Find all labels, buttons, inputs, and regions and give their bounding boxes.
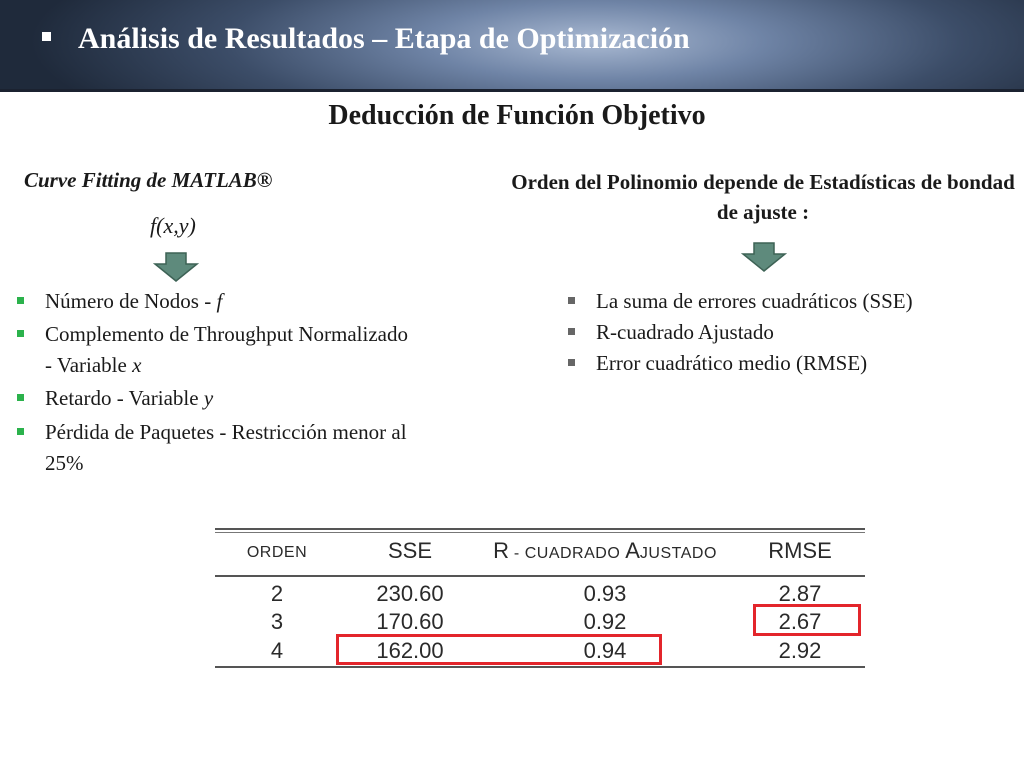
results-table [215, 528, 865, 668]
table-cell: 170.60 [376, 609, 444, 634]
table-rule [215, 528, 865, 530]
list-item: Pérdida de Paquetes - Restricción menor al 25% [17, 417, 417, 479]
bullet-square-icon [568, 328, 575, 335]
table-cell: 162.00 [376, 638, 444, 663]
table-rule [215, 532, 865, 533]
list-item: La suma de errores cuadráticos (SSE) [568, 286, 1008, 317]
list-item: Complemento de Throughput Normalizado - Variable x [17, 319, 417, 381]
table-cell: 0.92 [583, 609, 627, 634]
right-heading: Orden del Polinomio depende de Estadísticas de bondad de ajuste : [511, 170, 1015, 224]
left-bullet-list [17, 286, 417, 481]
table-cell: 4 [270, 638, 284, 663]
bullet-square-icon [17, 330, 24, 337]
table-rule [215, 575, 865, 577]
header-band [0, 0, 1024, 92]
table-cell: 2.92 [778, 638, 822, 663]
header-rmse: RMSE [768, 538, 832, 563]
slide-title: Análisis de Resultados – Etapa de Optimización [78, 22, 690, 55]
header-sse: SSE [387, 538, 433, 563]
table-cell: 0.94 [583, 638, 627, 663]
header-r-cuadrado: R - CUADRADO AJUSTADO [493, 538, 717, 563]
left-heading: Curve Fitting de MATLAB® [24, 168, 273, 192]
list-item: Número de Nodos - f [17, 286, 417, 317]
highlight-box-rmse [753, 604, 861, 636]
table-cell: 0.93 [583, 581, 627, 606]
list-item: Error cuadrático medio (RMSE) [568, 348, 1008, 379]
bullet-square-icon [17, 428, 24, 435]
bullet-square-icon [568, 359, 575, 366]
highlight-box-order4 [336, 634, 662, 665]
table-cell: 2 [270, 581, 284, 606]
bullet-square-icon [17, 394, 24, 401]
table-cell: 2.67 [778, 609, 822, 634]
list-item: R-cuadrado Ajustado [568, 317, 1008, 348]
bullet-square-icon [568, 297, 575, 304]
formula: f(x,y) [150, 213, 196, 238]
table-cell: 230.60 [376, 581, 444, 606]
bullet-square-icon [17, 297, 24, 304]
table-cell: 3 [270, 609, 284, 634]
header-orden: ORDEN [246, 544, 308, 561]
table-rule [215, 666, 865, 668]
header-bullet-icon [42, 32, 51, 41]
table-cell: 2.87 [778, 581, 822, 606]
down-arrow-icon-left [153, 252, 199, 282]
list-item: Retardo - Variable y [17, 383, 417, 414]
right-bullet-list [568, 286, 1008, 379]
section-subtitle: Deducción de Función Objetivo [328, 100, 706, 131]
down-arrow-icon-right [741, 242, 787, 272]
